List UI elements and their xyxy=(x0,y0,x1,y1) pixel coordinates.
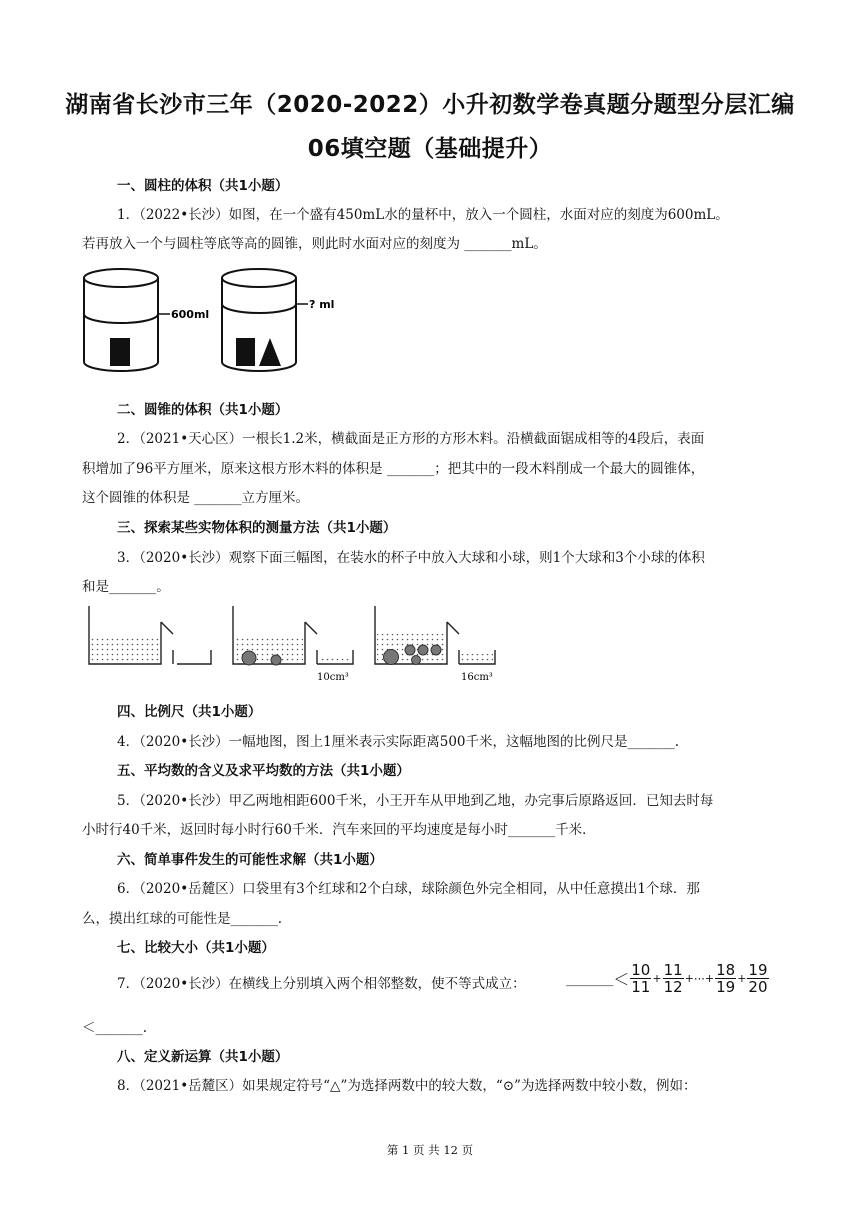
plus-sign: + xyxy=(652,972,662,985)
question-2-line-1: 2．（2021•天心区）一根长1.2米，横截面是正方形的方形木料。沿横截面锯成相等的4段后，表面 xyxy=(117,431,705,447)
figure-overflow-cups xyxy=(85,602,505,686)
question-1-line-2: 若再放入一个与圆柱等底等高的圆锥，则此时水面对应的刻度为 _______mL。 xyxy=(82,236,547,252)
cylinder-shape xyxy=(110,338,130,366)
small-ball-3a xyxy=(405,645,415,655)
section-heading-6: 六、简单事件发生的可能性求解（共1小题） xyxy=(117,852,383,868)
section-heading-4: 四、比例尺（共1小题） xyxy=(117,704,262,720)
document-title-line1: 湖南省长沙市三年（2020-2022）小升初数学卷真题分题型分层汇编 xyxy=(65,92,795,118)
question-3-line-1: 3．（2020•长沙）观察下面三幅图，在装水的杯子中放入大球和小球，则1个大球和3个小球的体积 xyxy=(117,550,705,566)
panel-2-label: 10cm³ xyxy=(317,672,349,683)
question-5-line-1: 5．（2020•长沙）甲乙两地相距600千米，小王开车从甲地到乙地，办完事后原路返回．已知去时每 xyxy=(117,793,714,809)
cone-shape xyxy=(259,338,281,366)
small-ball-3c xyxy=(431,645,441,655)
small-ball-3b xyxy=(418,645,428,655)
question-5-line-2: 小时行40千米，返回时每小时行60千米．汽车来回的平均速度是每小时_______千米． xyxy=(82,822,596,838)
section-heading-5: 五、平均数的含义及求平均数的方法（共1小题） xyxy=(117,763,410,779)
big-ball-3 xyxy=(384,650,399,665)
small-ball-3d xyxy=(412,656,421,665)
big-ball xyxy=(242,651,256,665)
question-6-line-2: 么，摸出红球的可能性是_______. xyxy=(82,911,283,927)
document-title-line2: 06填空题（基础提升） xyxy=(307,136,553,162)
panel-3-label: 16cm³ xyxy=(461,672,493,683)
answer-blank-left: _______ xyxy=(566,970,614,987)
small-ball xyxy=(271,655,281,665)
inequality-expression xyxy=(566,962,770,995)
fraction-10-11: $\frac{10}{11}$ xyxy=(631,961,651,996)
question-1-line-1: 1．（2022•长沙）如图，在一个盛有450mL水的量杯中，放入一个圆柱，水面对应的刻度为600mL。 xyxy=(117,207,729,223)
question-3-line-2: 和是_______。 xyxy=(82,579,170,595)
question-6-line-1: 6．（2020•岳麓区）口袋里有3个红球和2个白球，球除颜色外完全相同，从中任意摸出1个球．那 xyxy=(117,881,700,897)
question-7-line-1: 7．（2020•长沙）在横线上分别填入两个相邻整数，使不等式成立： xyxy=(117,976,526,992)
plus-sign-2: + xyxy=(737,972,747,985)
cup1-label: 600ml xyxy=(171,308,210,321)
fraction-18-19: $\frac{18}{19}$ xyxy=(716,961,736,996)
question-2-line-3: 这个圆锥的体积是 _______立方厘米。 xyxy=(82,490,310,506)
cylinder-shape-2 xyxy=(236,338,255,366)
question-2-line-2: 积增加了96平方厘米，原来这根方形木料的体积是 _______；把其中的一段木料削成一个最大的圆锥体， xyxy=(82,461,705,477)
section-heading-3: 三、探索某些实物体积的测量方法（共1小题） xyxy=(117,520,397,536)
question-8-line-1: 8．（2021•岳麓区）如果规定符号“△”为选择两数中的较大数，“⊙”为选择两数中较小数，例如： xyxy=(117,1078,697,1094)
section-heading-1: 一、圆柱的体积（共1小题） xyxy=(117,178,289,194)
figure-measuring-cups xyxy=(80,262,360,386)
page-footer: 第 1 页 共 12 页 xyxy=(386,1143,474,1157)
less-than-sign: ＜ xyxy=(613,970,630,989)
panel-1-water xyxy=(91,638,159,662)
cup2-label: ? ml xyxy=(309,298,335,311)
question-7-line-2: ＜_______. xyxy=(82,1020,148,1036)
section-heading-2: 二、圆锥的体积（共1小题） xyxy=(117,402,289,418)
fraction-11-12: $\frac{11}{12}$ xyxy=(663,961,683,996)
section-heading-8: 八、定义新运算（共1小题） xyxy=(117,1049,289,1065)
section-heading-7: 七、比较大小（共1小题） xyxy=(117,940,275,956)
fraction-19-20: $\frac{19}{20}$ xyxy=(748,961,768,996)
ellipsis-plus: +⋯+ xyxy=(684,972,715,985)
question-4-line-1: 4．（2020•长沙）一幅地图，图上1厘米表示实际距离500千米，这幅地图的比例尺是_______. xyxy=(117,734,680,750)
